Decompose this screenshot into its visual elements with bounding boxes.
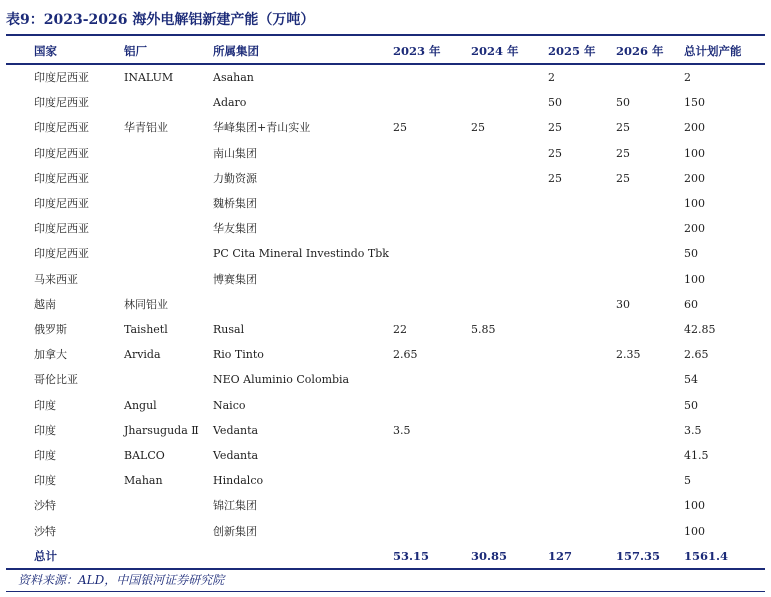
- cell-total: 50: [684, 399, 698, 412]
- total-2024: 30.85: [471, 549, 508, 563]
- table-row: [0, 470, 771, 492]
- cell-y2023: 2.65: [393, 348, 418, 361]
- cell-country: 印度尼西亚: [34, 197, 89, 210]
- table-row: [0, 445, 771, 467]
- top-rule: [6, 34, 765, 36]
- cell-y2026: 2.35: [616, 348, 641, 361]
- cell-smelter: Taishetl: [124, 323, 168, 336]
- cell-y2024: 5.85: [471, 323, 496, 336]
- table-row: [0, 218, 771, 240]
- cell-smelter: Arvida: [124, 348, 161, 361]
- cell-y2025: 2: [548, 71, 555, 84]
- bottom-rule: [6, 568, 765, 570]
- cell-country: 加拿大: [34, 348, 67, 361]
- cell-y2025: 25: [548, 147, 562, 160]
- table-title: 表9：2023-2026 海外电解铝新建产能（万吨）: [6, 12, 315, 28]
- cell-country: 马来西亚: [34, 273, 78, 286]
- cell-total: 200: [684, 172, 705, 185]
- table-row: [0, 369, 771, 391]
- cell-group: Rio Tinto: [213, 348, 264, 361]
- cell-total: 2: [684, 71, 691, 84]
- cell-group: PC Cita Mineral Investindo Tbk: [213, 247, 389, 260]
- cell-country: 印度尼西亚: [34, 147, 89, 160]
- cell-country: 印度尼西亚: [34, 71, 89, 84]
- cell-smelter: 林同铝业: [124, 298, 168, 311]
- cell-group: Hindalco: [213, 474, 264, 487]
- table-row: [0, 294, 771, 316]
- header-2023: 2023 年: [393, 44, 441, 58]
- header-2025: 2025 年: [548, 44, 596, 58]
- header-country: 国家: [34, 44, 57, 58]
- header-smelter: 铝厂: [124, 44, 147, 58]
- cell-group: 华友集团: [213, 222, 257, 235]
- cell-country: 哥伦比亚: [34, 373, 78, 386]
- table-row: [0, 243, 771, 265]
- cell-smelter: Jharsuguda Ⅱ: [124, 424, 199, 437]
- table-row: [0, 67, 771, 89]
- cell-total: 100: [684, 525, 705, 538]
- cell-group: Rusal: [213, 323, 245, 336]
- cell-group: Vedanta: [213, 449, 259, 462]
- cell-group: Adaro: [213, 96, 247, 109]
- cell-group: 魏桥集团: [213, 197, 257, 210]
- table-row: [0, 344, 771, 366]
- cell-total: 5: [684, 474, 691, 487]
- header-total-capacity: 总计划产能: [684, 44, 742, 58]
- cell-total: 41.5: [684, 449, 709, 462]
- cell-group: 华峰集团+青山实业: [213, 121, 311, 134]
- cell-y2026: 25: [616, 147, 630, 160]
- cell-total: 2.65: [684, 348, 709, 361]
- source-note: 资料来源：ALD，中国银河证券研究院: [18, 573, 225, 587]
- cell-y2025: 25: [548, 172, 562, 185]
- header-2026: 2026 年: [616, 44, 664, 58]
- table-row: [0, 143, 771, 165]
- total-row: [0, 545, 771, 567]
- cell-total: 54: [684, 373, 698, 386]
- table-row: [0, 92, 771, 114]
- header-group: 所属集团: [213, 44, 259, 58]
- cell-total: 200: [684, 222, 705, 235]
- cell-y2026: 25: [616, 172, 630, 185]
- cell-total: 100: [684, 197, 705, 210]
- cell-country: 印度尼西亚: [34, 121, 89, 134]
- cell-total: 100: [684, 147, 705, 160]
- cell-total: 3.5: [684, 424, 702, 437]
- cell-total: 60: [684, 298, 698, 311]
- cell-y2025: 25: [548, 121, 562, 134]
- cell-y2023: 22: [393, 323, 407, 336]
- cell-total: 200: [684, 121, 705, 134]
- cell-total: 100: [684, 499, 705, 512]
- cell-total: 50: [684, 247, 698, 260]
- cell-y2024: 25: [471, 121, 485, 134]
- cell-country: 印度尼西亚: [34, 247, 89, 260]
- cell-y2026: 25: [616, 121, 630, 134]
- cell-smelter: Angul: [124, 399, 157, 412]
- table-row: [0, 117, 771, 139]
- header-2024: 2024 年: [471, 44, 519, 58]
- cell-total: 100: [684, 273, 705, 286]
- cell-group: 创新集团: [213, 525, 257, 538]
- table-row: [0, 521, 771, 543]
- cell-country: 印度: [34, 449, 56, 462]
- cell-group: 力勤资源: [213, 172, 257, 185]
- cell-y2023: 25: [393, 121, 407, 134]
- total-2025: 127: [548, 549, 573, 563]
- cell-group: 锦江集团: [213, 499, 257, 512]
- cell-country: 印度尼西亚: [34, 172, 89, 185]
- cell-y2026: 30: [616, 298, 630, 311]
- cell-group: Naico: [213, 399, 246, 412]
- cell-group: 博赛集团: [213, 273, 257, 286]
- total-capacity: 1561.4: [684, 549, 729, 563]
- table-row: [0, 495, 771, 517]
- cell-group: Vedanta: [213, 424, 259, 437]
- cell-country: 越南: [34, 298, 56, 311]
- cell-country: 印度: [34, 424, 56, 437]
- table-row: [0, 168, 771, 190]
- cell-smelter: Mahan: [124, 474, 163, 487]
- total-2023: 53.15: [393, 549, 430, 563]
- table-row: [0, 420, 771, 442]
- cell-country: 印度: [34, 474, 56, 487]
- total-label: 总计: [34, 549, 57, 563]
- header-rule: [6, 63, 765, 65]
- table-header: [0, 40, 771, 62]
- cell-y2026: 50: [616, 96, 630, 109]
- table-row: [0, 269, 771, 291]
- cell-group: 南山集团: [213, 147, 257, 160]
- cell-y2023: 3.5: [393, 424, 411, 437]
- cell-country: 沙特: [34, 499, 56, 512]
- cell-total: 42.85: [684, 323, 716, 336]
- table-row: [0, 395, 771, 417]
- cell-group: NEO Aluminio Colombia: [213, 373, 350, 386]
- cell-country: 印度: [34, 399, 56, 412]
- cell-country: 印度尼西亚: [34, 222, 89, 235]
- cell-group: Asahan: [213, 71, 254, 84]
- cell-country: 沙特: [34, 525, 56, 538]
- cell-smelter: BALCO: [124, 449, 165, 462]
- cell-y2025: 50: [548, 96, 562, 109]
- cell-smelter: INALUM: [124, 71, 174, 84]
- source-rule: [6, 591, 765, 592]
- table-row: [0, 319, 771, 341]
- cell-total: 150: [684, 96, 705, 109]
- total-2026: 157.35: [616, 549, 661, 563]
- cell-country: 俄罗斯: [34, 323, 67, 336]
- table-row: [0, 193, 771, 215]
- cell-country: 印度尼西亚: [34, 96, 89, 109]
- cell-smelter: 华青铝业: [124, 121, 168, 134]
